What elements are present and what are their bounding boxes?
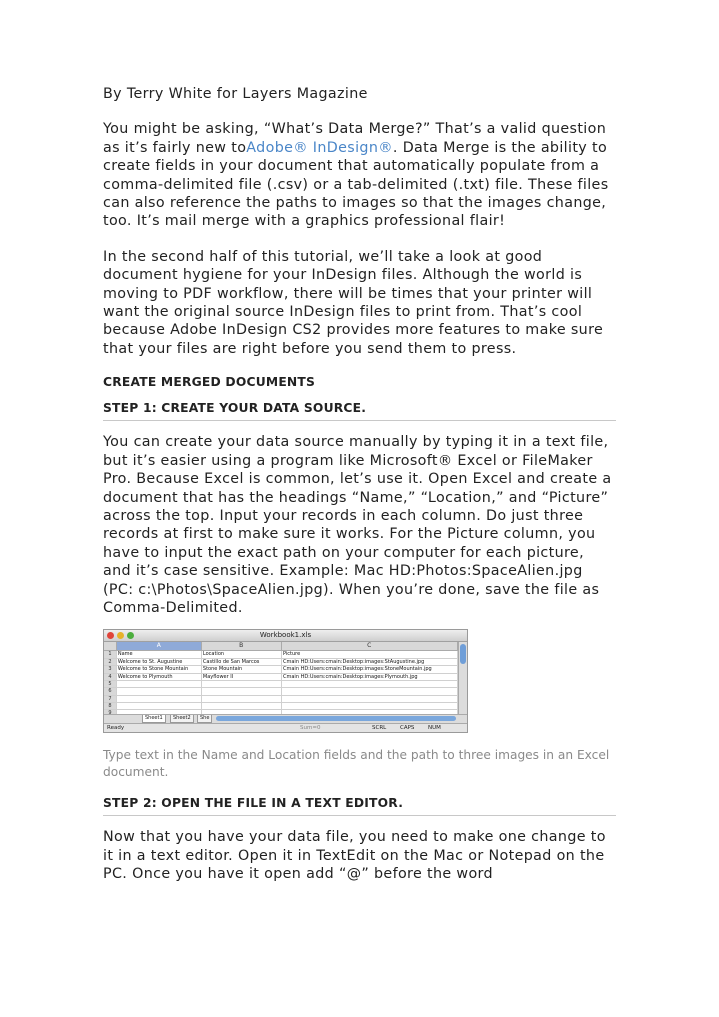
column-header: A bbox=[117, 642, 202, 650]
status-caps: CAPS bbox=[400, 725, 415, 732]
column-header: B bbox=[202, 642, 282, 650]
table-cell bbox=[117, 688, 202, 694]
row-number: 6 bbox=[104, 688, 117, 694]
status-scrl: SCRL bbox=[372, 725, 387, 732]
table-row bbox=[104, 651, 458, 658]
column-header: C bbox=[282, 642, 459, 650]
table-cell: Castillo de San Marcos bbox=[202, 659, 282, 665]
column-header-row bbox=[104, 642, 458, 651]
row-number: 3 bbox=[104, 666, 117, 672]
table-row bbox=[104, 688, 458, 695]
table-cell bbox=[282, 681, 458, 687]
table-cell: Picture bbox=[282, 651, 458, 657]
table-cell: Stone Mountain bbox=[202, 666, 282, 672]
section-heading: CREATE MERGED DOCUMENTS bbox=[103, 375, 316, 390]
image-caption: Type text in the Name and Location fields and the path to three images in an Excel document. bbox=[103, 748, 610, 780]
sheet-tab: She bbox=[197, 715, 212, 723]
table-cell bbox=[202, 703, 282, 709]
intro-text-after: . Data Merge is the ability to create fields in your document that automatically populate from a comma-delimited file (.csv) or a tab-delimited (.txt) file. These files can also reference the paths to images so that the images change, too. It’s mail merge with a graphics professional flair! bbox=[103, 139, 609, 230]
row-number: 2 bbox=[104, 659, 117, 665]
table-cell: Mayflower II bbox=[202, 674, 282, 680]
status-sum: Sum=0 bbox=[300, 725, 321, 732]
excel-window-title: Workbook1.xls bbox=[259, 631, 312, 640]
table-cell bbox=[282, 688, 458, 694]
step1-body: You can create your data source manually by typing it in a text file, but it’s easier using a program like Microsoft® Excel or FileMaker Pro. Because Excel is common, let’s use it. Open Excel and create a document that has the headings “Name,” “Location,” and “Picture” across the top. Input your records in each column. Do just three records at first to make sure it works. For the Picture column, you have to input the exact path on your computer for each picture, and it’s case sensitive. Example: Mac HD:Photos:SpaceAlien.jpg (PC: c:\Photos\SpaceAlien.jpg). When you’re done, save the file as Comma-Delimited. bbox=[103, 434, 612, 616]
table-cell: Cmain HD:Users:cmain:Desktop:images:Plymouth.jpg bbox=[282, 674, 458, 680]
table-cell: Welcome to St. Augustine bbox=[117, 659, 202, 665]
status-num: NUM bbox=[428, 725, 441, 732]
table-cell: Location bbox=[202, 651, 282, 657]
table-cell bbox=[117, 696, 202, 702]
table-row bbox=[104, 696, 458, 703]
step1-heading: STEP 1: CREATE YOUR DATA SOURCE. bbox=[103, 401, 616, 421]
table-cell: Cmain HD:Users:cmain:Desktop:images:StoneMountain.jpg bbox=[282, 666, 458, 672]
scroll-thumb bbox=[460, 644, 466, 664]
excel-title-bar bbox=[104, 630, 467, 642]
sheet-tab: Sheet2 bbox=[170, 715, 194, 723]
table-cell bbox=[117, 703, 202, 709]
table-row bbox=[104, 666, 458, 673]
table-cell bbox=[202, 696, 282, 702]
row-number: 4 bbox=[104, 674, 117, 680]
table-cell bbox=[202, 681, 282, 687]
sheet-tab: Sheet1 bbox=[142, 715, 166, 723]
indesign-link[interactable]: Adobe® InDesign® bbox=[246, 139, 393, 156]
row-number: 7 bbox=[104, 696, 117, 702]
article bbox=[103, 85, 616, 884]
excel-screenshot bbox=[103, 629, 468, 733]
vertical-scrollbar bbox=[458, 642, 467, 722]
table-cell: Welcome to Plymouth bbox=[117, 674, 202, 680]
sheet-tab-bar bbox=[104, 714, 467, 723]
table-row bbox=[104, 703, 458, 710]
table-row bbox=[104, 681, 458, 688]
table-cell bbox=[282, 696, 458, 702]
byline: By Terry White for Layers Magazine bbox=[103, 86, 368, 102]
excel-status-bar bbox=[104, 723, 467, 733]
step2-body: Now that you have your data file, you need to make one change to it in a text editor. Open it in TextEdit on the Mac or Notepad on the PC. Once you have it open add “@” before the word bbox=[103, 829, 606, 883]
second-paragraph: In the second half of this tutorial, we’ll take a look at good document hygiene for your InDesign files. Although the world is moving to PDF workflow, there will be times that your printer will want the original source InDesign files to print from. That’s cool because Adobe InDesign CS2 provides more features to make sure that your files are right before you send them to press. bbox=[103, 248, 604, 357]
table-row bbox=[104, 674, 458, 681]
table-cell: Name bbox=[117, 651, 202, 657]
table-cell bbox=[117, 681, 202, 687]
table-cell: Welcome to Stone Mountain bbox=[117, 666, 202, 672]
row-number: 5 bbox=[104, 681, 117, 687]
table-cell bbox=[282, 703, 458, 709]
row-number: 1 bbox=[104, 651, 117, 657]
intro-paragraph bbox=[103, 120, 616, 230]
status-ready: Ready bbox=[107, 725, 125, 732]
table-row bbox=[104, 659, 458, 666]
row-number: 8 bbox=[104, 703, 117, 709]
excel-grid bbox=[104, 642, 458, 725]
table-cell: Cmain HD:Users:cmain:Desktop:images:StAugustine.jpg bbox=[282, 659, 458, 665]
intro-text-before: You might be asking, “What’s Data Merge?” That’s a valid question as it’s fairly new to bbox=[103, 121, 607, 156]
corner-cell bbox=[104, 642, 117, 650]
table-cell bbox=[202, 688, 282, 694]
step2-heading: STEP 2: OPEN THE FILE IN A TEXT EDITOR. bbox=[103, 796, 616, 816]
horizontal-scroll-thumb bbox=[216, 716, 456, 721]
